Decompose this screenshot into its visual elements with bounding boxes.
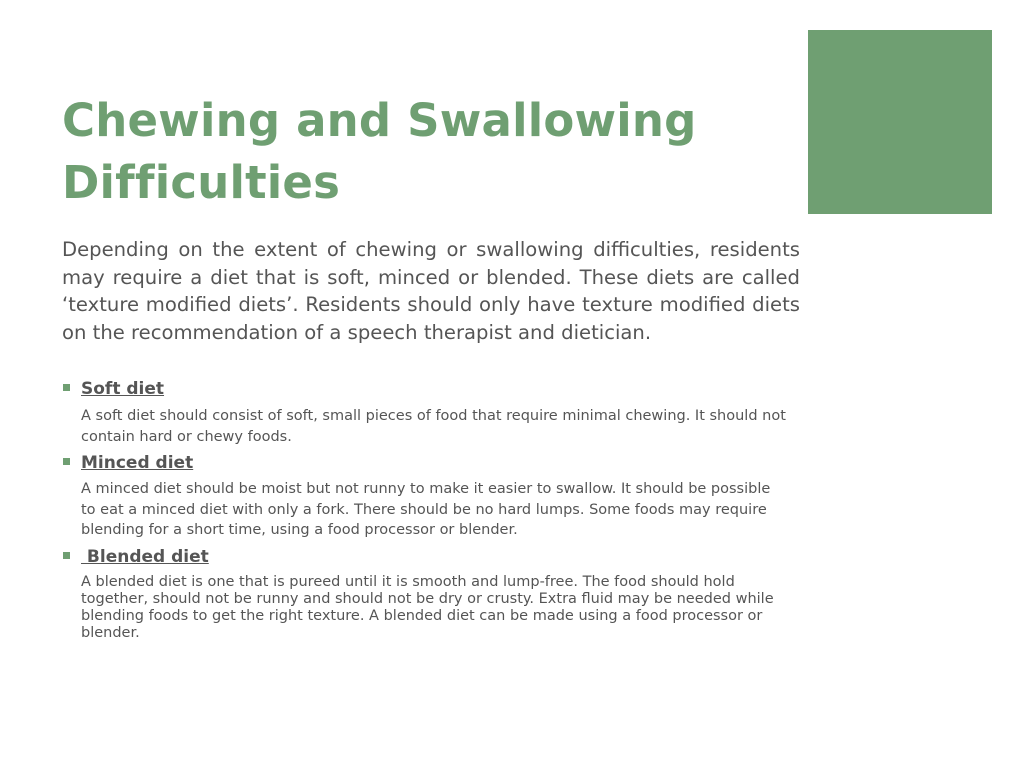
bullet-description-soft-diet: A soft diet should consist of soft, small pieces of food that require minimal chewing. It should not contain hard or chewy foods. bbox=[81, 408, 786, 445]
accent-square bbox=[808, 30, 992, 214]
square-bullet-icon bbox=[63, 384, 70, 391]
bullet-blended-diet bbox=[62, 544, 802, 642]
slide-title: Chewing and Swallowing Difficulties bbox=[62, 94, 697, 209]
bullet-soft-diet bbox=[62, 376, 802, 447]
bullet-label-blended-diet: Blended diet bbox=[81, 547, 209, 567]
bullet-description-minced-diet: A minced diet should be moist but not runny to make it easier to swallow. It should be possible to eat a minced diet with only a fork. There should be no hard lumps. Some foods may require blending for a short time, using a food processor or blender. bbox=[81, 481, 771, 538]
bullet-description-blended-diet: A blended diet is one that is pureed until it is smooth and lump-free. The food should hold together, should not be runny and should not be dry or crusty. Extra fluid may be needed while blending foods to get the right texture. A blended diet can be made using a food processor or blender. bbox=[81, 574, 774, 641]
bullet-label-soft-diet: Soft diet bbox=[81, 379, 165, 399]
square-bullet-icon bbox=[63, 552, 70, 559]
intro-paragraph: Depending on the extent of chewing or swallowing difficulties, residents may require a diet that is soft, minced or blended. These diets are called ‘texture modified diets’. Residents should only have texture modified diets on the recommendation of a speech therapist and dietician. bbox=[62, 238, 800, 344]
bullet-label-minced-diet: Minced diet bbox=[81, 453, 194, 473]
square-bullet-icon bbox=[63, 458, 70, 465]
bullet-minced-diet bbox=[62, 450, 802, 541]
